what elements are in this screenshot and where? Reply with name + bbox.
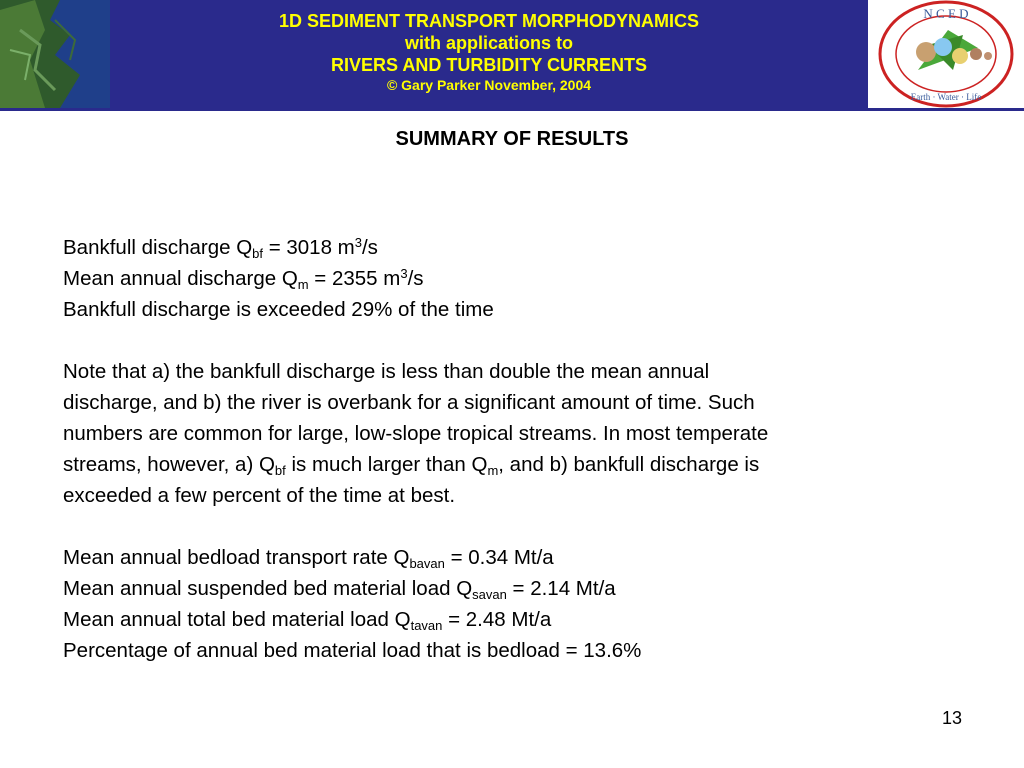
slide-body (63, 232, 983, 666)
note-line-5: exceeded a few percent of the time at best. (63, 484, 456, 507)
note-line-4: streams, however, a) $Q_{bf}$ is much larger than $Q_m$, and b) bankfull discharge is (63, 453, 760, 478)
result-mean-annual-discharge: Mean annual discharge $Q_m = 2355$ $m^3/s$ (63, 266, 424, 292)
result-total-load: Mean annual total bed material load $Q_{tavan} = 2.48$ Mt/a (63, 608, 552, 633)
header-divider (0, 108, 1024, 111)
page-number: 13 (941, 708, 962, 728)
note-line-1: Note that a) the bankfull discharge is less than double the mean annual (63, 360, 710, 383)
note-line-2: discharge, and b) the river is overbank for a significant amount of time. Such (63, 391, 755, 414)
slide-title: SUMMARY OF RESULTS (395, 128, 629, 150)
delta-satellite-image (0, 0, 110, 108)
banner-copyright: © Gary Parker November, 2004 (386, 77, 592, 93)
result-suspended-load: Mean annual suspended bed material load $Q_{savan} = 2.14$ Mt/a (63, 577, 616, 602)
banner-line-3: RIVERS AND TURBIDITY CURRENTS (330, 55, 648, 75)
course-banner (110, 0, 868, 108)
banner-line-2: with applications to (404, 33, 573, 53)
result-bedload-percentage: Percentage of annual bed material load that is bedload = 13.6% (63, 639, 642, 662)
result-bedload-rate: Mean annual bedload transport rate $Q_{bavan} = 0.34$ Mt/a (63, 546, 554, 571)
slide-header (0, 0, 1024, 110)
result-bankfull-discharge: Bankfull discharge $Q_{bf} = 3018$ $m^3/s$ (63, 235, 378, 261)
nced-logo (868, 0, 1024, 108)
note-line-3: numbers are common for large, low-slope tropical streams. In most temperate (63, 422, 769, 445)
logo-top-text: N C E D (923, 6, 969, 21)
banner-line-1: 1D SEDIMENT TRANSPORT MORPHODYNAMICS (278, 11, 700, 31)
result-exceedance: Bankfull discharge is exceeded 29% of the time (63, 298, 494, 321)
logo-bottom-text: Earth · Water · Life (910, 92, 982, 102)
